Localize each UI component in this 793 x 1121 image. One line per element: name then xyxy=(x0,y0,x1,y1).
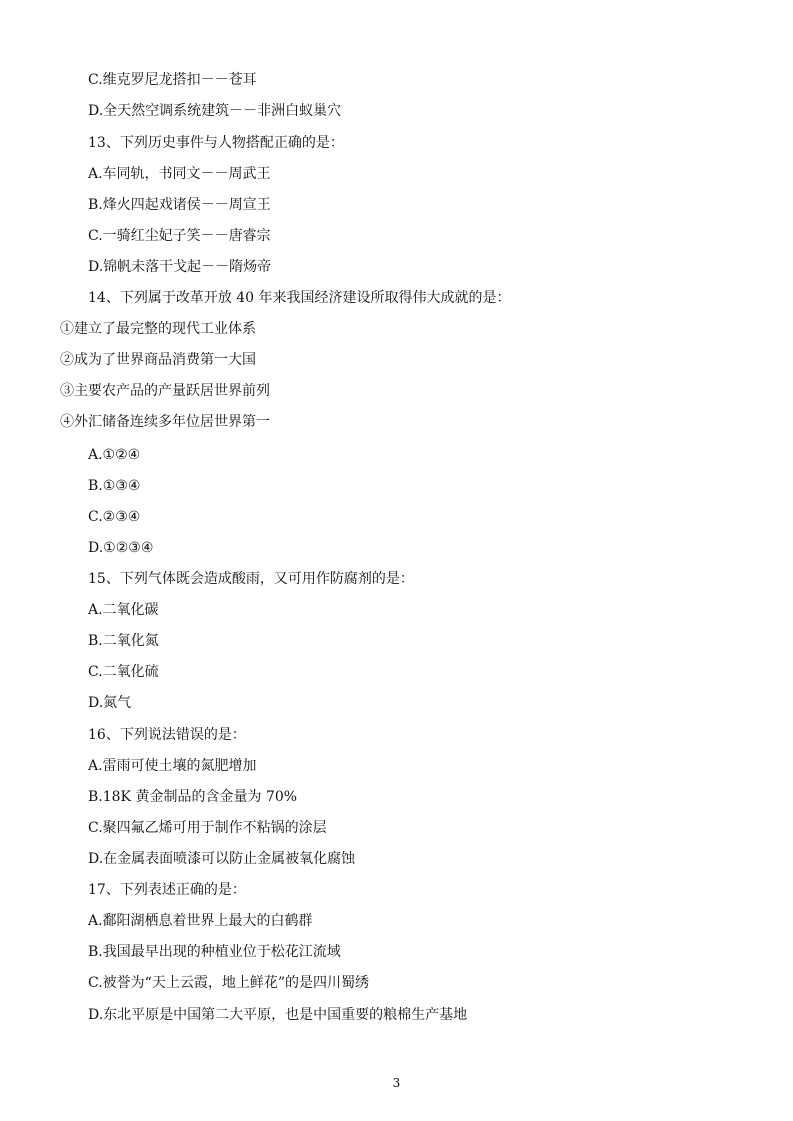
q13-option-b: B.烽火四起戏诸侯－－周宣王 xyxy=(88,197,271,213)
q15-option-a: A.二氧化碳 xyxy=(88,602,159,618)
q13-stem: 13、下列历史事件与人物搭配正确的是： xyxy=(88,135,344,151)
q14-item-2: ②成为了世界商品消费第一大国 xyxy=(60,352,256,368)
q13-option-d: D.锦帆未落干戈起－－隋炀帝 xyxy=(88,259,272,275)
q14-stem: 14、下列属于改革开放 40 年来我国经济建设所取得伟大成就的是： xyxy=(88,290,511,306)
q15-stem: 15、下列气体既会造成酸雨，又可用作防腐剂的是： xyxy=(88,571,414,587)
q12-option-d: D.全天然空调系统建筑－－非洲白蚁巢穴 xyxy=(88,103,342,119)
q15-option-d: D.氮气 xyxy=(88,695,132,711)
page-number: 3 xyxy=(392,1076,401,1090)
q16-option-c: C.聚四氟乙烯可用于制作不粘锅的涂层 xyxy=(88,820,327,836)
q17-option-d: D.东北平原是中国第二大平原，也是中国重要的粮棉生产基地 xyxy=(88,1007,468,1023)
q16-option-a: A.雷雨可使土壤的氮肥增加 xyxy=(88,758,257,774)
q13-option-c: C.一骑红尘妃子笑－－唐睿宗 xyxy=(88,228,271,244)
q14-option-a: A.①②④ xyxy=(88,447,141,463)
q14-option-c: C.②③④ xyxy=(88,509,141,525)
q17-option-b: B.我国最早出现的种植业位于松花江流域 xyxy=(88,944,341,960)
q14-option-d: D.①②③④ xyxy=(88,540,154,556)
q14-item-1: ①建立了最完整的现代工业体系 xyxy=(60,321,256,337)
q16-stem: 16、下列说法错误的是： xyxy=(88,727,246,743)
q15-option-b: B.二氧化氮 xyxy=(88,633,159,649)
q15-option-c: C.二氧化硫 xyxy=(88,664,159,680)
q12-option-c: C.维克罗尼龙搭扣－－苍耳 xyxy=(88,72,257,88)
q13-option-a: A.车同轨，书同文－－周武王 xyxy=(88,166,271,182)
q16-option-d: D.在金属表面喷漆可以防止金属被氧化腐蚀 xyxy=(88,851,356,867)
q17-option-a: A.鄱阳湖栖息着世界上最大的白鹤群 xyxy=(88,913,313,929)
q14-item-4: ④外汇储备连续多年位居世界第一 xyxy=(60,414,270,430)
q17-option-c: C.被誉为“天上云霞，地上鲜花”的是四川蜀绣 xyxy=(88,975,369,991)
q14-option-b: B.①③④ xyxy=(88,478,141,494)
q16-option-b: B.18K 黄金制品的含金量为 70% xyxy=(88,789,298,805)
q17-stem: 17、下列表述正确的是： xyxy=(88,882,246,898)
q14-item-3: ③主要农产品的产量跃居世界前列 xyxy=(60,383,270,399)
